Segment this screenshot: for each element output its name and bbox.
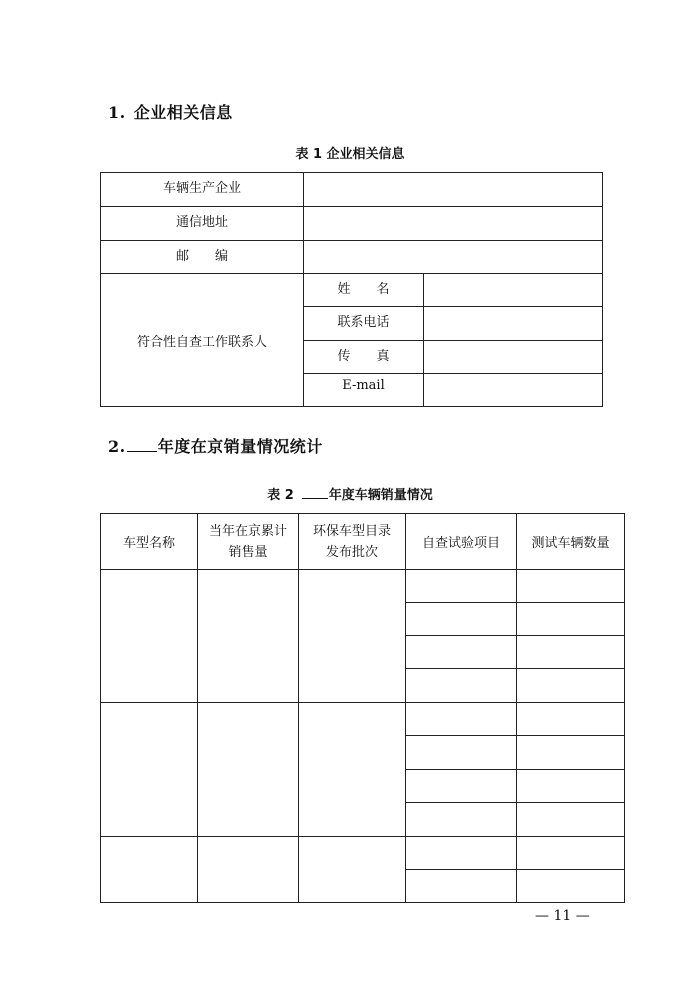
self-check-item-cell[interactable]	[406, 736, 517, 770]
phone-label: 联系电话	[304, 307, 424, 341]
fax-value-cell[interactable]	[424, 341, 603, 374]
tested-count-cell[interactable]	[517, 736, 625, 770]
catalog-batch-cell[interactable]	[299, 570, 406, 703]
name-label: 姓 名	[304, 274, 424, 307]
catalog-batch-cell[interactable]	[299, 837, 406, 903]
self-check-item-cell[interactable]	[406, 636, 517, 669]
header-self-check-items: 自查试验项目	[406, 514, 517, 570]
email-value-cell[interactable]	[424, 374, 603, 407]
tested-count-cell[interactable]	[517, 636, 625, 669]
table-row	[101, 173, 603, 207]
table-2-caption-prefix: 表 2	[267, 488, 294, 503]
header-catalog-batch	[299, 514, 406, 570]
model-name-cell[interactable]	[101, 703, 198, 837]
section-2-title: 年度在京销量情况统计	[157, 437, 323, 456]
address-label: 通信地址	[101, 207, 304, 241]
annual-sales-cell[interactable]	[198, 703, 299, 837]
self-check-item-cell[interactable]	[406, 669, 517, 703]
self-check-item-cell[interactable]	[406, 837, 517, 870]
caption-year-blank[interactable]	[302, 486, 328, 499]
table-1-caption: 表 1 企业相关信息	[295, 147, 405, 162]
table-2-caption	[0, 484, 700, 503]
table-row	[101, 837, 625, 870]
table-row	[101, 274, 603, 307]
section-1-title: 企业相关信息	[133, 103, 233, 122]
table-row	[101, 570, 625, 603]
address-value-cell[interactable]	[304, 207, 603, 241]
self-check-item-cell[interactable]	[406, 870, 517, 903]
section-2-heading	[108, 434, 323, 457]
tested-count-cell[interactable]	[517, 669, 625, 703]
tested-count-cell[interactable]	[517, 837, 625, 870]
self-check-item-cell[interactable]	[406, 570, 517, 603]
table-2-caption-suffix: 年度车辆销量情况	[328, 488, 433, 503]
postcode-value-cell[interactable]	[304, 241, 603, 274]
section-1-number: 1.	[108, 103, 126, 122]
header-catalog-batch-line2: 发布批次	[325, 544, 378, 560]
table-header-row	[101, 514, 625, 570]
header-annual-sales	[198, 514, 299, 570]
catalog-batch-cell[interactable]	[299, 703, 406, 837]
page-number: — 11 —	[535, 908, 590, 924]
year-blank[interactable]	[127, 437, 157, 452]
section-2-number: 2.	[108, 437, 126, 456]
tested-count-cell[interactable]	[517, 603, 625, 636]
model-name-cell[interactable]	[101, 837, 198, 903]
company-info-table	[100, 172, 603, 407]
tested-count-cell[interactable]	[517, 870, 625, 903]
model-name-cell[interactable]	[101, 570, 198, 703]
table-row	[101, 241, 603, 274]
self-check-item-cell[interactable]	[406, 703, 517, 736]
sales-table	[100, 513, 625, 903]
annual-sales-cell[interactable]	[198, 837, 299, 903]
self-check-item-cell[interactable]	[406, 803, 517, 837]
tested-count-cell[interactable]	[517, 770, 625, 803]
tested-count-cell[interactable]	[517, 703, 625, 736]
header-annual-sales-line1: 当年在京累计	[208, 523, 287, 539]
self-check-item-cell[interactable]	[406, 603, 517, 636]
tested-count-cell[interactable]	[517, 570, 625, 603]
manufacturer-label: 车辆生产企业	[101, 173, 304, 207]
fax-label: 传 真	[304, 341, 424, 374]
phone-value-cell[interactable]	[424, 307, 603, 341]
postcode-label: 邮 编	[101, 241, 304, 274]
section-1-heading	[108, 100, 233, 123]
header-catalog-batch-line1: 环保车型目录	[312, 523, 391, 539]
contact-person-label: 符合性自查工作联系人	[101, 274, 304, 407]
email-label: E-mail	[304, 374, 424, 407]
table-row	[101, 207, 603, 241]
header-model-name: 车型名称	[101, 514, 198, 570]
name-value-cell[interactable]	[424, 274, 603, 307]
annual-sales-cell[interactable]	[198, 570, 299, 703]
header-tested-count: 测试车辆数量	[517, 514, 625, 570]
tested-count-cell[interactable]	[517, 803, 625, 837]
table-row	[101, 703, 625, 736]
header-annual-sales-line2: 销售量	[228, 544, 268, 560]
manufacturer-value-cell[interactable]	[304, 173, 603, 207]
self-check-item-cell[interactable]	[406, 770, 517, 803]
